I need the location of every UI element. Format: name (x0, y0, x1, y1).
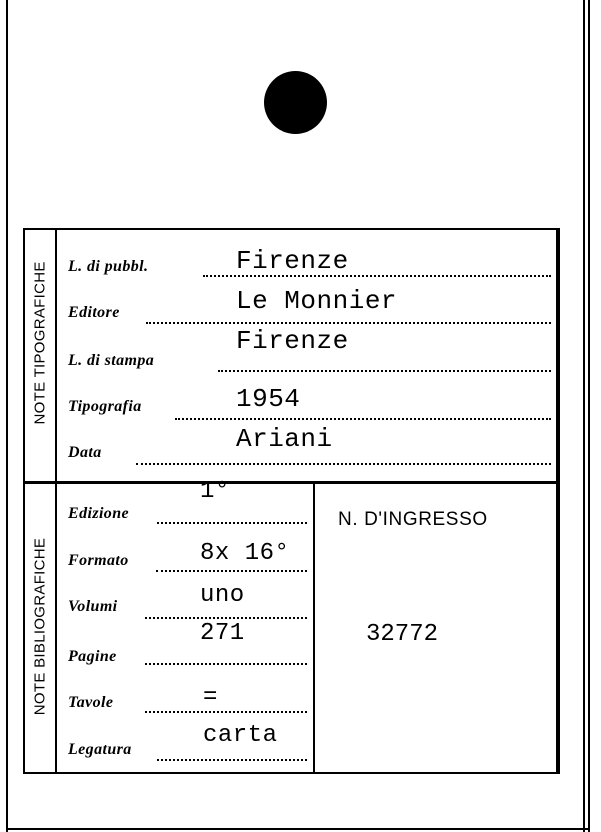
dotted-line (145, 617, 307, 619)
dotted-line (156, 570, 307, 572)
field-label: Tavole (68, 694, 114, 711)
field-label: Formato (68, 552, 129, 569)
field-value: 1954 (236, 384, 301, 414)
inner-right-border (556, 230, 558, 772)
field-value: uno (200, 582, 245, 609)
field-label: L. di stampa (68, 352, 155, 369)
field-value: 8x 16° (200, 540, 290, 567)
field-value: Firenze (236, 326, 349, 356)
field-label: L. di pubbl. (68, 258, 149, 275)
field-value: carta (203, 722, 278, 749)
dotted-line (146, 322, 551, 324)
field-label: Data (68, 444, 102, 461)
dotted-line (157, 759, 307, 761)
ingresso-number: 32772 (366, 621, 439, 648)
dotted-line (218, 370, 551, 372)
dotted-line (136, 463, 551, 465)
card-bottom-edge (6, 828, 590, 830)
punch-hole (264, 71, 327, 134)
field-value: Ariani (236, 424, 333, 454)
field-label: Editore (68, 304, 120, 321)
ingresso-heading: N. D'INGRESSO (338, 509, 488, 530)
card-right-edge (583, 0, 585, 832)
section-label-bibliografiche: NOTE BIBLIOGRAFICHE (31, 537, 49, 716)
dotted-line (145, 663, 307, 665)
field-value: 1° (200, 478, 230, 505)
field-label: Legatura (68, 741, 132, 758)
section-label-tipografiche: NOTE TIPOGRAFICHE (31, 261, 49, 425)
dotted-line (145, 711, 307, 713)
section-divider-horizontal (25, 481, 558, 484)
section-divider-vertical (55, 230, 57, 772)
field-label: Volumi (68, 598, 118, 615)
field-label: Pagine (68, 648, 117, 665)
field-value: = (203, 684, 218, 711)
field-value: Le Monnier (236, 286, 398, 316)
card-right-edge-inner (588, 0, 590, 832)
dotted-line (157, 522, 307, 524)
field-label: Edizione (68, 505, 129, 522)
field-value: 271 (200, 620, 245, 647)
field-label: Tipografia (68, 398, 142, 415)
card-left-edge (6, 0, 8, 832)
field-value: Firenze (236, 246, 349, 276)
dotted-line (175, 418, 551, 420)
ingresso-divider (313, 484, 315, 772)
